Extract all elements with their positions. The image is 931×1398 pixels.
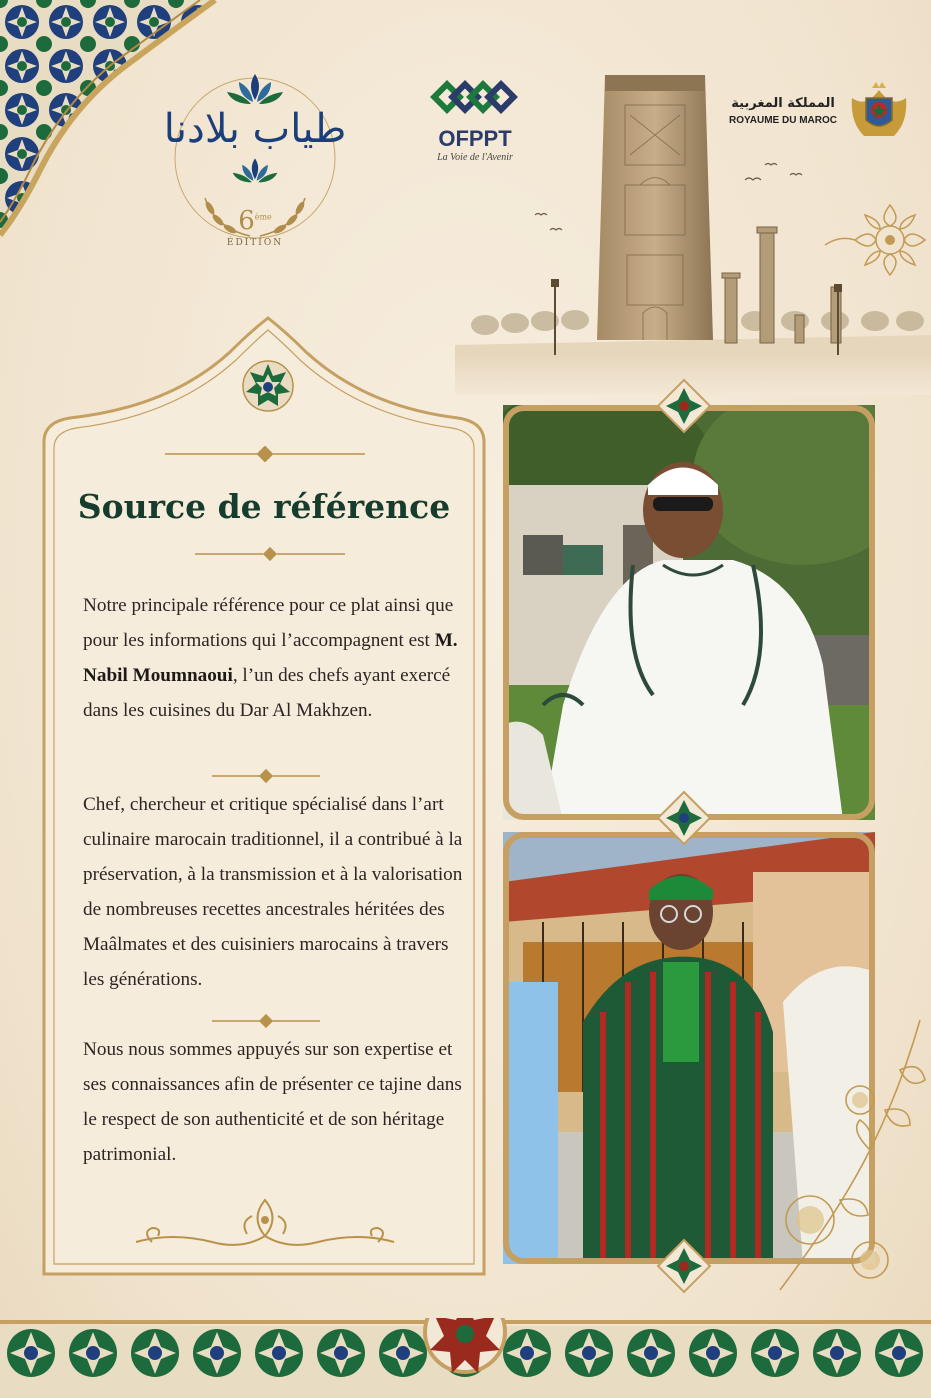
zellige-medallion-icon	[242, 360, 294, 412]
section-title: Source de référence	[77, 487, 451, 526]
ofppt-tagline: La Voie de l'Avenir	[437, 152, 513, 163]
ofppt-name: OFPPT	[438, 126, 512, 151]
paragraph-2: Chef, chercheur et critique spécialisé dans l’art culinaire marocain traditionnel, il a contribué à la préservation, à la transmission et à la valorisation de nombreuses recettes ancestrales héritées des Maâlmates et des cuisiniers marocains à travers les générations.	[83, 794, 463, 990]
divider-ornament	[195, 546, 345, 562]
edition-label: ÉDITION	[226, 238, 284, 248]
divider-ornament	[212, 768, 320, 784]
floral-ornament-icon	[720, 1010, 931, 1310]
zellige-medallion-icon	[656, 378, 712, 434]
floral-ornament-icon	[820, 165, 931, 315]
scroll-ornament-icon	[132, 1196, 398, 1256]
zellige-bottom-band	[0, 1318, 931, 1398]
divider-ornament	[212, 1013, 320, 1029]
event-arabic-title: طياب بلادنا	[163, 106, 347, 152]
zellige-medallion-icon	[656, 1238, 712, 1294]
edition-number: 6ème	[238, 206, 272, 236]
kingdom-french: ROYAUME DU MAROC	[729, 115, 837, 126]
chef-name: M. Nabil Moumnaoui	[83, 630, 458, 686]
photo-chef-white-djellaba	[503, 405, 875, 820]
kingdom-arabic: المملكة المغربية	[731, 96, 835, 111]
divider-ornament	[165, 446, 365, 462]
zellige-medallion-icon	[656, 790, 712, 846]
event-logo	[160, 58, 350, 258]
paragraph-3: Nous nous sommes appuyés sur son expertise et ses connaissances afin de présenter ce tajine dans le respect de son authenticité et de son héritage patrimonial.	[83, 1039, 462, 1165]
paragraph-1: Notre principale référence pour ce plat ainsi que pour les informations qui l’accompagnent est M. Nabil Moumnaoui, l’un des chefs ayant exercé dans les cuisines du Dar Al Makhzen.	[83, 595, 458, 721]
